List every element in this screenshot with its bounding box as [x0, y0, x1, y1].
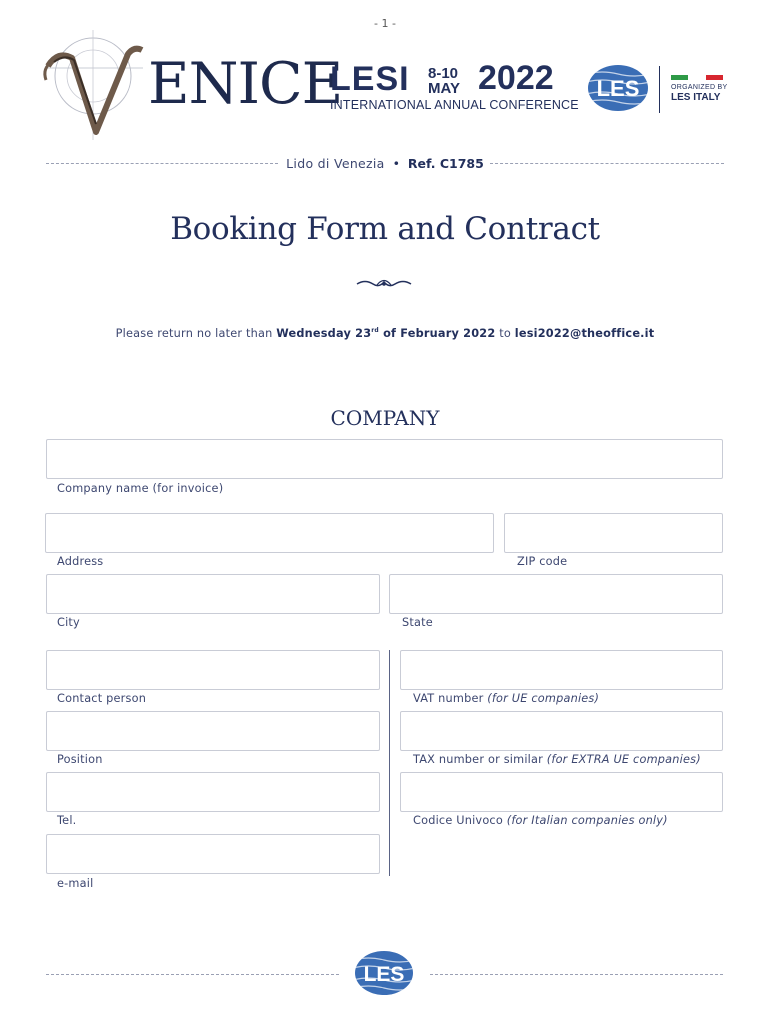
codice-univoco-note: (for Italian companies only): [506, 814, 668, 827]
tax-number-note: (for EXTRA UE companies): [546, 753, 701, 766]
event-days: 8-10: [428, 65, 459, 82]
codice-univoco-field[interactable]: [400, 772, 723, 812]
city-field[interactable]: [46, 574, 380, 614]
vat-number-label-text: VAT number: [413, 692, 484, 705]
venice-v-emblem: [38, 28, 148, 143]
position-label: Position: [57, 753, 103, 766]
contact-person-field[interactable]: [46, 650, 380, 690]
venue-separator: •: [392, 156, 400, 171]
deadline-rest: of February 2022: [383, 327, 496, 340]
organizer-name: LES ITALY: [671, 92, 721, 103]
tel-field[interactable]: [46, 772, 380, 812]
vat-number-field[interactable]: [400, 650, 723, 690]
event-year: 2022: [478, 59, 554, 97]
state-label: State: [402, 616, 433, 629]
company-name-field[interactable]: [46, 439, 723, 479]
les-logo: [586, 64, 650, 112]
section-heading-company: COMPANY: [330, 406, 440, 430]
footer-rule-left: [46, 974, 339, 976]
zip-code-field[interactable]: [504, 513, 723, 553]
notice-to: to: [499, 327, 511, 340]
tel-label: Tel.: [57, 814, 77, 827]
column-separator: [389, 650, 390, 876]
deadline-day: Wednesday 23: [276, 327, 372, 340]
email-field[interactable]: [46, 834, 380, 874]
les-logo-text: LES: [596, 76, 640, 101]
deadline-suffix: rd: [371, 327, 379, 335]
organized-by-label: ORGANIZED BY: [671, 84, 728, 91]
event-dates: [428, 66, 460, 96]
address-label: Address: [57, 555, 104, 568]
reference-code: Ref. C1785: [407, 156, 484, 171]
codice-univoco-label-text: Codice Univoco: [413, 814, 503, 827]
zip-code-label: ZIP code: [517, 555, 568, 568]
company-name-label: Company name (for invoice): [57, 482, 224, 495]
codice-univoco-label: [413, 814, 668, 827]
conference-name: INTERNATIONAL ANNUAL CONFERENCE: [330, 98, 579, 112]
tax-number-label: [413, 753, 701, 766]
address-field[interactable]: [45, 513, 494, 553]
footer-les-logo: [353, 950, 415, 996]
tax-number-label-text: TAX number or similar: [413, 753, 543, 766]
venice-wordmark: ENICE: [148, 51, 343, 117]
footer-rule-right: [430, 974, 723, 976]
event-month: MAY: [428, 80, 460, 97]
email-label: e-mail: [57, 877, 94, 890]
flourish-ornament: [355, 276, 413, 290]
location-line: [0, 156, 770, 171]
position-field[interactable]: [46, 711, 380, 751]
lesi-wordmark: LESI: [330, 60, 410, 98]
page-number: - 1 -: [374, 17, 396, 30]
page-title: Booking Form and Contract: [170, 211, 600, 247]
italy-flag-stripe: [671, 75, 723, 80]
header-divider: [659, 66, 660, 113]
tax-number-field[interactable]: [400, 711, 723, 751]
state-field[interactable]: [389, 574, 723, 614]
return-email-link[interactable]: lesi2022@theoffice.it: [514, 327, 655, 340]
city-label: City: [57, 616, 80, 629]
footer-les-logo-text: LES: [363, 963, 405, 986]
notice-prefix: Please return no later than: [115, 327, 273, 340]
vat-number-label: [413, 692, 599, 705]
return-notice: [0, 327, 770, 340]
vat-number-note: (for UE companies): [487, 692, 600, 705]
venue-name: Lido di Venezia: [286, 156, 385, 171]
contact-person-label: Contact person: [57, 692, 147, 705]
